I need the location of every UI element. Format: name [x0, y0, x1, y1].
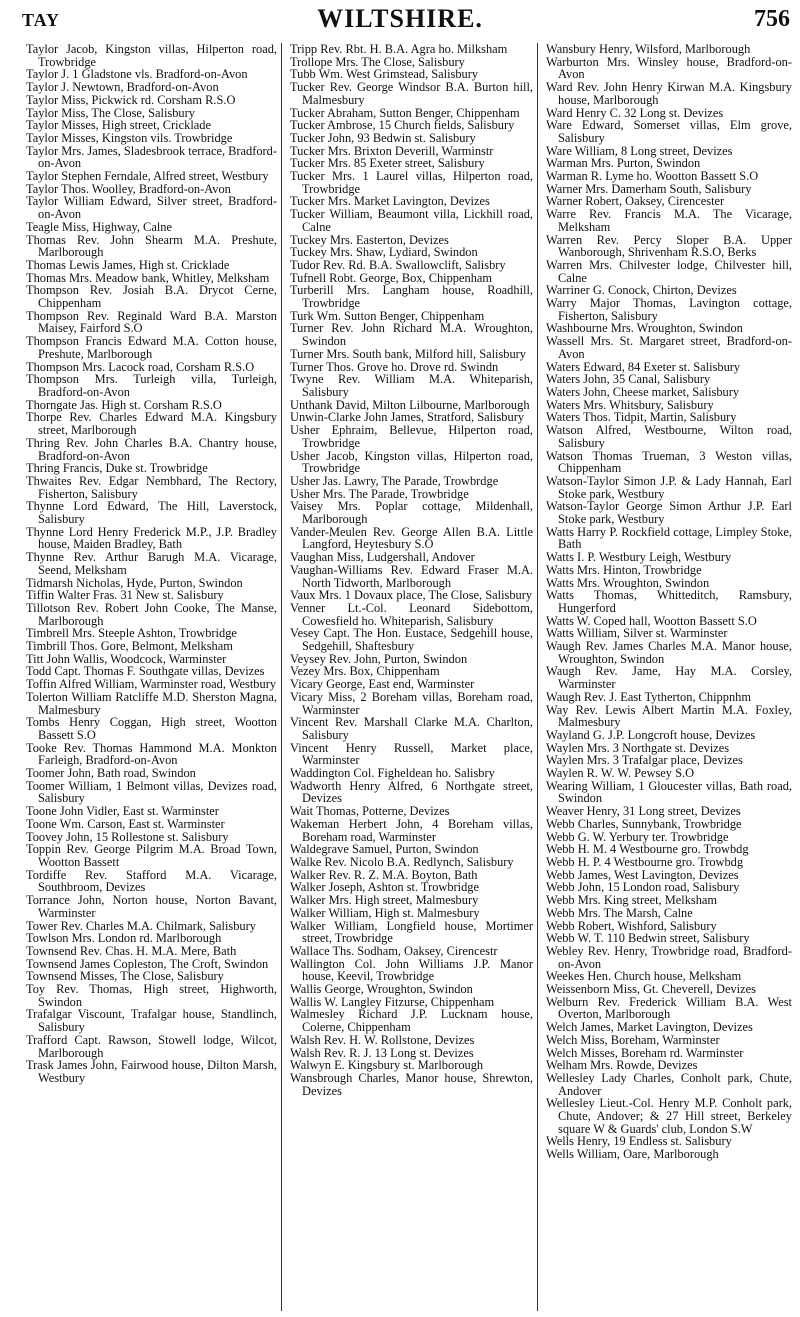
directory-entry: Thomas Mrs. Meadow bank, Whitley, Melksham: [26, 270, 270, 285]
directory-entry: Watson Thomas Trueman, 3 Weston villas, Chippenham: [546, 448, 792, 476]
directory-entry: Waters Edward, 84 Exeter st. Salisbury: [546, 359, 741, 374]
directory-entry: Thring Francis, Duke st. Trowbridge: [26, 461, 208, 476]
directory-entry: Wallis George, Wroughton, Swindon: [290, 982, 473, 997]
directory-entry: Unwin-Clarke John James, Stratford, Salisbury: [290, 410, 525, 425]
directory-entry: Taylor J. Newtown, Bradford-on-Avon: [26, 80, 219, 95]
directory-entry: Watson-Taylor Simon J.P. & Lady Hannah, Earl Stoke park, Westbury: [546, 473, 792, 501]
directory-entry: Washbourne Mrs. Wroughton, Swindon: [546, 321, 743, 336]
directory-entry: Tuckey Mrs. Easterton, Devizes: [290, 232, 449, 247]
directory-entry: Towlson Mrs. London rd. Marlborough: [26, 931, 222, 946]
directory-entry: Thomas Lewis James, High st. Cricklade: [26, 257, 230, 272]
directory-entry: Taylor Mrs. James, Sladesbrook terrace, Bradford-on-Avon: [26, 143, 277, 171]
directory-entry: Webb W. T. 110 Bedwin street, Salisbury: [546, 931, 750, 946]
directory-entry: Tower Rev. Charles M.A. Chilmark, Salisbury: [26, 918, 256, 933]
directory-entry: Walsh Rev. H. W. Rollstone, Devizes: [290, 1032, 475, 1047]
directory-entry: Welch James, Market Lavington, Devizes: [546, 1020, 753, 1035]
directory-entry: Taylor Jacob, Kingston villas, Hilperton road, Trowbridge: [26, 43, 277, 69]
directory-entry: Webb G. W. Yerbury ter. Trowbridge: [546, 829, 729, 844]
directory-entry: Warner Robert, Oaksey, Cirencester: [546, 194, 725, 209]
page-header: [0, 0, 800, 36]
directory-entry: Wait Thomas, Potterne, Devizes: [290, 804, 450, 819]
directory-entry: Townsend James Copleston, The Croft, Swindon: [26, 956, 269, 971]
directory-entry: Watts W. Coped hall, Wootton Bassett S.O: [546, 613, 757, 628]
directory-entry: Warman R. Lyme ho. Wootton Bassett S.O: [546, 169, 759, 184]
directory-entry: Trollope Mrs. The Close, Salisbury: [290, 54, 465, 69]
directory-entry: Waylen Mrs. 3 Trafalgar place, Devizes: [546, 753, 743, 768]
directory-entry: Taylor Misses, Kingston vils. Trowbridge: [26, 130, 233, 145]
directory-entry: Thwaites Rev. Edgar Nembhard, The Rectory, Fisherton, Salisbury: [26, 473, 277, 501]
directory-entry: Warman Mrs. Purton, Swindon: [546, 156, 701, 171]
directory-entry: Vaux Mrs. 1 Dovaux place, The Close, Salisbury: [290, 588, 533, 603]
directory-entry: Wadworth Henry Alfred, 6 Northgate street, Devizes: [290, 778, 533, 806]
directory-column-3: [537, 43, 795, 1311]
directory-entry: Walker Joseph, Ashton st. Trowbridge: [290, 880, 479, 895]
directory-entry: Tucker Mrs. Brixton Deverill, Warminstr: [290, 143, 494, 158]
directory-entry: Tidmarsh Nicholas, Hyde, Purton, Swindon: [26, 575, 243, 590]
directory-entry: Wearing William, 1 Gloucester villas, Bath road, Swindon: [546, 778, 792, 806]
directory-entry: Watts I. P. Westbury Leigh, Westbury: [546, 550, 732, 565]
directory-entry: Vaisey Mrs. Poplar cottage, Mildenhall, Marlborough: [290, 499, 533, 527]
directory-entry: Warner Mrs. Damerham South, Salisbury: [546, 181, 752, 196]
directory-column-1: [18, 43, 280, 1311]
directory-entry: Toppin Rev. George Pilgrim M.A. Broad Town, Wootton Bassett: [26, 842, 277, 869]
directory-entry: Walker Mrs. High street, Malmesbury: [290, 893, 479, 908]
directory-entry: Waugh Rev. James Charles M.A. Manor house, Wroughton, Swindon: [546, 639, 792, 666]
directory-entry: Weissenborn Miss, Gt. Cheverell, Devizes: [546, 982, 756, 997]
directory-entry: Thomas Rev. John Shearm M.A. Preshute, Marlborough: [26, 232, 277, 260]
directory-entry: Watson Alfred, Westbourne, Wilton road, Salisbury: [546, 423, 792, 450]
directory-entry: Thorpe Rev. Charles Edward M.A. Kingsbury street, Marlborough: [26, 410, 277, 438]
directory-entry: Waters Mrs. Whitsbury, Salisbury: [546, 397, 714, 412]
directory-entry: Watts Mrs. Wroughton, Swindon: [546, 575, 710, 590]
directory-entry: Tucker Abraham, Sutton Benger, Chippenham: [290, 105, 520, 120]
directory-entry: Townsend Rev. Chas. H. M.A. Mere, Bath: [26, 943, 237, 958]
directory-entry: Turberill Mrs. Langham house, Roadhill, Trowbridge: [290, 283, 533, 311]
directory-entry: Webb H. P. 4 Westbourne gro. Trowbdg: [546, 855, 744, 869]
directory-entry: Tubb Wm. West Grimstead, Salisbury: [290, 67, 479, 82]
directory-entry: Welburn Rev. Frederick William B.A. West Overton, Marlborough: [546, 994, 792, 1022]
directory-entry: Ward Rev. John Henry Kirwan M.A. Kingsbury house, Marlborough: [546, 80, 792, 107]
directory-entry: Walmesley Richard J.P. Lucknam house, Colerne, Chippenham: [290, 1007, 533, 1035]
running-head-left: TAY: [22, 10, 61, 30]
directory-entry: Thynne Rev. Arthur Barugh M.A. Vicarage, Seend, Melksham: [26, 550, 277, 577]
directory-entry: Venner Lt.-Col. Leonard Sidebottom, Cowesfield ho. Whiteparish, Salisbury: [290, 600, 533, 628]
directory-entry: Tucker William, Beaumont villa, Lickhill road, Calne: [290, 207, 533, 234]
directory-entry: Wallace Ths. Sodham, Oaksey, Cirencestr: [290, 943, 498, 958]
directory-entry: Wells Henry, 19 Endless st. Salisbury: [546, 1134, 732, 1149]
directory-entry: Ware Edward, Somerset villas, Elm grove, Salisbury: [546, 118, 792, 145]
directory-entry: Toffin Alfred William, Warminster road, Westbury: [26, 677, 277, 692]
directory-entry: Walker Rev. R. Z. M.A. Boyton, Bath: [290, 867, 478, 882]
directory-entry: Trask James John, Fairwood house, Dilton Marsh, Westbury: [26, 1058, 277, 1085]
directory-entry: Trafalgar Viscount, Trafalgar house, Standlinch, Salisbury: [26, 1007, 277, 1035]
directory-entry: Wellesley Lieut.-Col. Henry M.P. Conholt park, Chute, Andover; & 27 Hill street, Berkeley square W & Guards' club, London S.W: [546, 1096, 792, 1136]
directory-entry: Watts William, Silver st. Warminster: [546, 626, 728, 641]
directory-entry: Vincent Henry Russell, Market place, Warminster: [290, 740, 533, 768]
directory-entry: Usher Jacob, Kingston villas, Hilperton road, Trowbridge: [290, 448, 533, 476]
directory-entry: Walker William, High st. Malmesbury: [290, 905, 480, 920]
directory-entry: Weekes Hen. Church house, Melksham: [546, 969, 742, 984]
directory-entry: Taylor Misses, High street, Cricklade: [26, 118, 211, 133]
directory-entry: Wayland G. J.P. Longcroft house, Devizes: [546, 727, 756, 742]
directory-entry: Taylor Thos. Woolley, Bradford-on-Avon: [26, 181, 231, 196]
directory-entry: Toomer John, Bath road, Swindon: [26, 766, 196, 781]
directory-entry: Wellesley Lady Charles, Conholt park, Chute, Andover: [546, 1070, 792, 1098]
directory-entry: Timbrell Mrs. Steeple Ashton, Trowbridge: [26, 626, 237, 641]
directory-entry: Webb John, 15 London road, Salisbury: [546, 880, 740, 895]
directory-entry: Ware William, 8 Long street, Devizes: [546, 143, 733, 158]
directory-entry: Walke Rev. Nicolo B.A. Redlynch, Salisbury: [290, 855, 514, 869]
directory-entry: Tucker Mrs. Market Lavington, Devizes: [290, 194, 490, 209]
directory-entry: Thynne Lord Henry Frederick M.P., J.P. Bradley house, Maiden Bradley, Bath: [26, 524, 277, 552]
directory-entry: Wakeman Herbert John, 4 Boreham villas, Boreham road, Warminster: [290, 816, 533, 844]
directory-entry: Waylen Mrs. 3 Northgate st. Devizes: [546, 740, 730, 755]
directory-entry: Welham Mrs. Rowde, Devizes: [546, 1058, 698, 1073]
directory-entry: Webb Mrs. King street, Melksham: [546, 893, 718, 908]
directory-entry: Webb Charles, Sunnybank, Trowbridge: [546, 816, 742, 831]
directory-entry: Vicary George, East end, Warminster: [290, 677, 475, 692]
directory-entry: Vander-Meulen Rev. George Allen B.A. Little Langford, Heytesbury S.O: [290, 524, 533, 552]
directory-entry: Toovey John, 15 Rollestone st. Salisbury: [26, 829, 229, 844]
directory-entry: Walker William, Longfield house, Mortimer street, Trowbridge: [290, 918, 533, 946]
directory-entry: Taylor William Edward, Silver street, Bradford-on-Avon: [26, 194, 277, 222]
directory-entry: Tucker Mrs. 85 Exeter street, Salisbury: [290, 156, 485, 171]
directory-entry: Webb Robert, Wishford, Salisbury: [546, 918, 717, 933]
directory-entry: Vezey Mrs. Box, Chippenham: [290, 664, 440, 679]
directory-entry: Townsend Misses, The Close, Salisbury: [26, 969, 224, 984]
directory-entry: Warburton Mrs. Winsley house, Bradford-on-Avon: [546, 54, 792, 82]
directory-entry: Teagle Miss, Highway, Calne: [26, 219, 172, 234]
directory-entry: Usher Ephraim, Bellevue, Hilperton road, Trowbridge: [290, 423, 533, 450]
directory-entry: Titt John Wallis, Woodcock, Warminster: [26, 651, 227, 666]
directory-entry: Wassell Mrs. St. Margaret street, Bradford-on-Avon: [546, 334, 792, 361]
directory-entry: Vaughan-Williams Rev. Edward Fraser M.A. North Tidworth, Marlborough: [290, 562, 533, 590]
directory-entry: Turner Rev. John Richard M.A. Wroughton, Swindon: [290, 321, 533, 349]
directory-entry: Warren Rev. Percy Sloper B.A. Upper Wanborough, Shrivenham R.S.O, Berks: [546, 232, 792, 260]
directory-entry: Thompson Mrs. Lacock road, Corsham R.S.O: [26, 359, 255, 374]
directory-entry: Weaver Henry, 31 Long street, Devizes: [546, 804, 741, 819]
directory-entry: Wells William, Oare, Marlborough: [546, 1147, 719, 1162]
directory-entry: Timbrill Thos. Gore, Belmont, Melksham: [26, 639, 233, 654]
directory-entry: Waters John, 35 Canal, Salisbury: [546, 372, 711, 387]
directory-entry: Vaughan Miss, Ludgershall, Andover: [290, 550, 475, 565]
directory-entry: Tolerton William Ratcliffe M.D. Sherston Magna, Malmesbury: [26, 689, 277, 717]
directory-entry: Tiffin Walter Fras. 31 New st. Salisbury: [26, 588, 224, 603]
directory-entry: Vicary Miss, 2 Boreham villas, Boreham road, Warminster: [290, 689, 533, 717]
directory-entry: Taylor Stephen Ferndale, Alfred street, Westbury: [26, 169, 269, 184]
directory-entry: Wallis W. Langley Fitzurse, Chippenham: [290, 994, 495, 1009]
directory-entry: Unthank David, Milton Lilbourne, Marlborough: [290, 397, 530, 412]
page-number: 756: [754, 6, 790, 32]
directory-entry: Welch Miss, Boreham, Warminster: [546, 1032, 720, 1047]
directory-entry: Warry Major Thomas, Lavington cottage, Fisherton, Salisbury: [546, 296, 792, 323]
directory-entry: Watson-Taylor George Simon Arthur J.P. Earl Stoke park, Westbury: [546, 499, 792, 527]
directory-entry: Walwyn E. Kingsbury st. Marlborough: [290, 1058, 484, 1073]
directory-entry: Tucker Ambrose, 15 Church fields, Salisbury: [290, 118, 515, 133]
page-title: WILTSHIRE.: [317, 4, 483, 33]
directory-entry: Wansbury Henry, Wilsford, Marlborough: [546, 43, 751, 56]
directory-entry: Tufnell Robt. George, Box, Chippenham: [290, 270, 493, 285]
directory-entry: Wansbrough Charles, Manor house, Shrewton, Devizes: [290, 1070, 533, 1098]
directory-entry: Trafford Capt. Rawson, Stowell lodge, Wilcot, Marlborough: [26, 1032, 277, 1060]
directory-entry: Usher Mrs. The Parade, Trowbridge: [290, 486, 469, 501]
directory-entry: Thorngate Jas. High st. Corsham R.S.O: [26, 397, 222, 412]
directory-entry: Webley Rev. Henry, Trowbridge road, Bradford-on-Avon: [546, 943, 792, 971]
directory-entry: Waddington Col. Figheldean ho. Salisbry: [290, 766, 495, 781]
directory-column-2: [281, 43, 536, 1311]
directory-entry: Waldegrave Samuel, Purton, Swindon: [290, 842, 479, 857]
directory-entry: Wallington Col. John Williams J.P. Manor house, Keevil, Trowbridge: [290, 956, 533, 984]
directory-entry: Tucker John, 93 Bedwin st. Salisbury: [290, 130, 476, 145]
directory-entry: Toomer William, 1 Belmont villas, Devizes road, Salisbury: [26, 778, 277, 806]
directory-entry: Webb James, West Lavington, Devizes: [546, 867, 739, 882]
directory-entry: Thompson Rev. Reginald Ward B.A. Marston Maisey, Fairford S.O: [26, 308, 277, 336]
directory-entry: Vincent Rev. Marshall Clarke M.A. Charlton, Salisbury: [290, 715, 533, 742]
directory-entry: Warriner G. Conock, Chirton, Devizes: [546, 283, 737, 298]
directory-entry: Usher Jas. Lawry, The Parade, Trowbrdge: [290, 473, 499, 488]
directory-entry: Tucker Mrs. 1 Laurel villas, Hilperton road, Trowbridge: [290, 169, 533, 196]
directory-entry: Thompson Mrs. Turleigh villa, Turleigh, Bradford-on-Avon: [26, 372, 277, 399]
directory-entry: Tucker Rev. George Windsor B.A. Burton hill, Malmesbury: [290, 80, 533, 107]
directory-entry: Tudor Rev. Rd. B.A. Swallowclift, Salisbry: [290, 257, 506, 272]
directory-entry: Todd Capt. Thomas F. Southgate villas, Devizes: [26, 664, 265, 679]
directory-entry: Toy Rev. Thomas, High street, Highworth, Swindon: [26, 982, 277, 1009]
directory-entry: Toone Wm. Carson, East st. Warminster: [26, 816, 225, 831]
directory-entry: Warren Mrs. Chilvester lodge, Chilvester hill, Calne: [546, 257, 792, 285]
directory-entry: Tombs Henry Coggan, High street, Wootton Bassett S.O: [26, 715, 277, 742]
directory-entry: Waters Thos. Tidpit, Martin, Salisbury: [546, 410, 737, 425]
directory-entry: Thynne Lord Edward, The Hill, Laverstock, Salisbury: [26, 499, 277, 527]
directory-entry: Webb H. M. 4 Westbourne gro. Trowbdg: [546, 842, 749, 857]
directory-entry: Thompson Francis Edward M.A. Cotton house, Preshute, Marlborough: [26, 334, 277, 361]
directory-entry: Way Rev. Lewis Albert Martin M.A. Foxley, Malmesbury: [546, 702, 792, 730]
directory-entry: Torrance John, Norton house, Norton Bavant, Warminster: [26, 893, 277, 920]
directory-entry: Tripp Rev. Rbt. H. B.A. Agra ho. Milksham: [290, 43, 508, 56]
directory-entry: Waters John, Cheese market, Salisbury: [546, 384, 740, 399]
directory-entry: Watts Harry P. Rockfield cottage, Limpley Stoke, Bath: [546, 524, 792, 552]
directory-entry: Turner Mrs. South bank, Milford hill, Salisbury: [290, 346, 527, 361]
directory-entry: Thompson Rev. Josiah B.A. Drycot Cerne, Chippenham: [26, 283, 277, 311]
directory-entry: Tuckey Mrs. Shaw, Lydiard, Swindon: [290, 245, 478, 260]
directory-entry: Turk Wm. Sutton Benger, Chippenham: [290, 308, 485, 323]
directory-entry: Walsh Rev. R. J. 13 Long st. Devizes: [290, 1045, 474, 1060]
directory-entry: Turner Thos. Grove ho. Drove rd. Swindn: [290, 359, 499, 374]
directory-entry: Tillotson Rev. Robert John Cooke, The Manse, Marlborough: [26, 600, 277, 628]
directory-entry: Watts Thomas, Whitteditch, Ramsbury, Hungerford: [546, 588, 792, 615]
directory-entry: Thring Rev. John Charles B.A. Chantry house, Bradford-on-Avon: [26, 435, 277, 463]
directory-entry: Ward Henry C. 32 Long st. Devizes: [546, 105, 724, 120]
directory-entry: Veysey Rev. John, Purton, Swindon: [290, 651, 468, 666]
directory-entry: Taylor Miss, The Close, Salisbury: [26, 105, 195, 120]
directory-entry: Waugh Rev. J. East Tytherton, Chippnhm: [546, 689, 751, 704]
directory-entry: Warre Rev. Francis M.A. The Vicarage, Melksham: [546, 207, 792, 234]
directory-entry: Taylor J. 1 Gladstone vls. Bradford-on-Avon: [26, 67, 248, 82]
directory-entry: Tooke Rev. Thomas Hammond M.A. Monkton Farleigh, Bradford-on-Avon: [26, 740, 277, 768]
directory-entry: Webb Mrs. The Marsh, Calne: [546, 905, 693, 920]
directory-entry: Taylor Miss, Pickwick rd. Corsham R.S.O: [26, 92, 236, 107]
directory-entry: Watts Mrs. Hinton, Trowbridge: [546, 562, 702, 577]
directory-entry: Waugh Rev. Jame, Hay M.A. Corsley, Warminster: [546, 664, 792, 692]
directory-entry: Welch Misses, Boreham rd. Warminster: [546, 1045, 744, 1060]
directory-entry: Tordiffe Rev. Stafford M.A. Vicarage, Southbroom, Devizes: [26, 867, 277, 895]
directory-entry: Twyne Rev. William M.A. Whiteparish, Salisbury: [290, 372, 533, 399]
directory-entry: Waylen R. W. W. Pewsey S.O: [546, 766, 695, 781]
directory-entry: Toone John Vidler, East st. Warminster: [26, 804, 219, 819]
directory-entry: Vesey Capt. The Hon. Eustace, Sedgehill house, Sedgehill, Shaftesbury: [290, 626, 533, 654]
